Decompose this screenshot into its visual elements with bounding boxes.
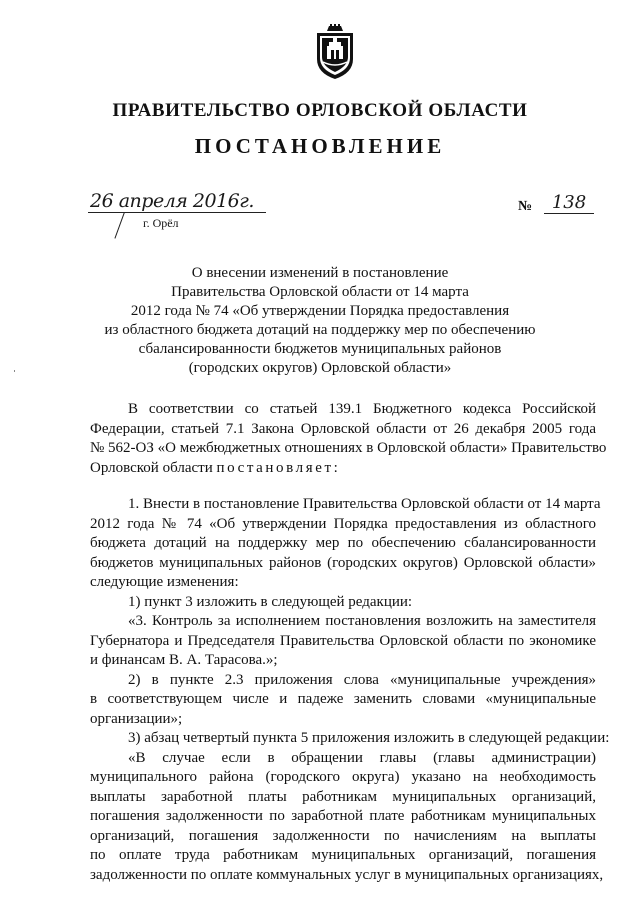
quote-3-paragraph [90,749,604,886]
coat-of-arms-icon [314,24,356,80]
item-1-line: бюджетов муниципальных районов (городских округов) Орловской области» [90,554,596,571]
subject-line: 2012 года № 74 «Об утверждении Порядка предоставления [130,303,510,319]
subitem-2 [90,671,596,730]
preamble-line: Федерации, статьей 7.1 Закона Орловской области от 26 декабря 2005 года [90,420,596,437]
quote-1-line: Губернатора и Председателя Правительства Орловской области по экономике [90,632,596,649]
subitem-2-line: организации»; [90,710,183,727]
quote-3-line: муниципального района (городского округа) указано на необходимость [90,769,596,785]
subject-line: из областного бюджета дотаций на поддержку мер по обеспечению [104,322,536,338]
quote-1-line: и финансам В. А. Тарасова.»; [90,652,278,668]
item-1-line: 1. Внести в постановление Правительства Орловской области от 14 марта [128,496,601,512]
preamble-paragraph [90,400,607,478]
preamble-last-prefix: Орловской области [90,459,213,476]
item-1-line: бюджета дотаций на поддержку мер по обеспечению сбалансированности [90,535,596,551]
preamble-colon: : [333,459,338,476]
quote-3-line: задолженности по оплате коммунальных услуг в муниципальных организациях, [90,866,604,883]
document-body [90,400,610,885]
subitem-3-line: 3) абзац четвертый пункта 5 приложения изложить в следующей редакции: [128,730,610,746]
subitem-2-line: 2) в пункте 2.3 приложения слова «муниципальные учреждения» [128,671,596,688]
quote-3-line: «В случае если в обращении главы (главы администрации) [128,749,596,766]
subject-line: О внесении изменений в постановление [191,265,449,281]
subitem-1-line: 1) пункт 3 изложить в следующей редакции: [128,593,413,610]
quote-3-line: по оплате труда работникам муниципальных организаций, погашения [90,847,596,863]
quote-1-paragraph [90,612,596,671]
quote-3-line: погашения задолженности по заработной плате работникам муниципальных [90,808,596,824]
preamble-last-line [90,459,596,479]
subitem-3 [90,729,610,749]
decree-verb: постановляет [216,459,334,476]
subject-line: Правительства Орловской области от 14 марта [171,284,469,300]
preamble-line: В соответствии со статьей 139.1 Бюджетного кодекса Российской [128,401,596,417]
subject-line: сбалансированности бюджетов муниципальных районов [138,341,502,357]
handwritten-number: 138 [544,192,594,214]
item-1-paragraph [90,495,601,593]
preamble-line: № 562-ОЗ «О межбюджетных отношениях в Орловской области» Правительство [90,440,607,456]
date-underline [88,212,266,213]
quote-3-line: организаций, погашения задолженности по начислениям на выплаты [90,827,596,844]
date-pen-stroke [114,212,125,239]
document-subject [0,264,640,378]
quote-3-line: выплаты заработной платы работникам муниципальных организаций, [90,788,596,805]
document-type-title: ПОСТАНОВЛЕНИЕ [194,134,446,158]
subject-line: (городских округов) Орловской области» [188,360,452,376]
item-1-line: следующие изменения: [90,574,239,590]
handwritten-date: 26 апреля 2016г. [90,190,254,212]
item-1-line: 2012 года № 74 «Об утверждении Порядка предоставления из областного [90,515,596,532]
subitem-1 [90,593,596,613]
city-label: г. Орёл [143,216,179,230]
number-label: № [518,199,533,214]
subitem-2-line: в соответствующем числе и падеже заменить словами «муниципальные [90,691,596,707]
organization-title: ПРАВИТЕЛЬСТВО ОРЛОВСКОЙ ОБЛАСТИ [112,100,528,121]
quote-1-line: «3. Контроль за исполнением постановления возложить на заместителя [128,613,596,629]
